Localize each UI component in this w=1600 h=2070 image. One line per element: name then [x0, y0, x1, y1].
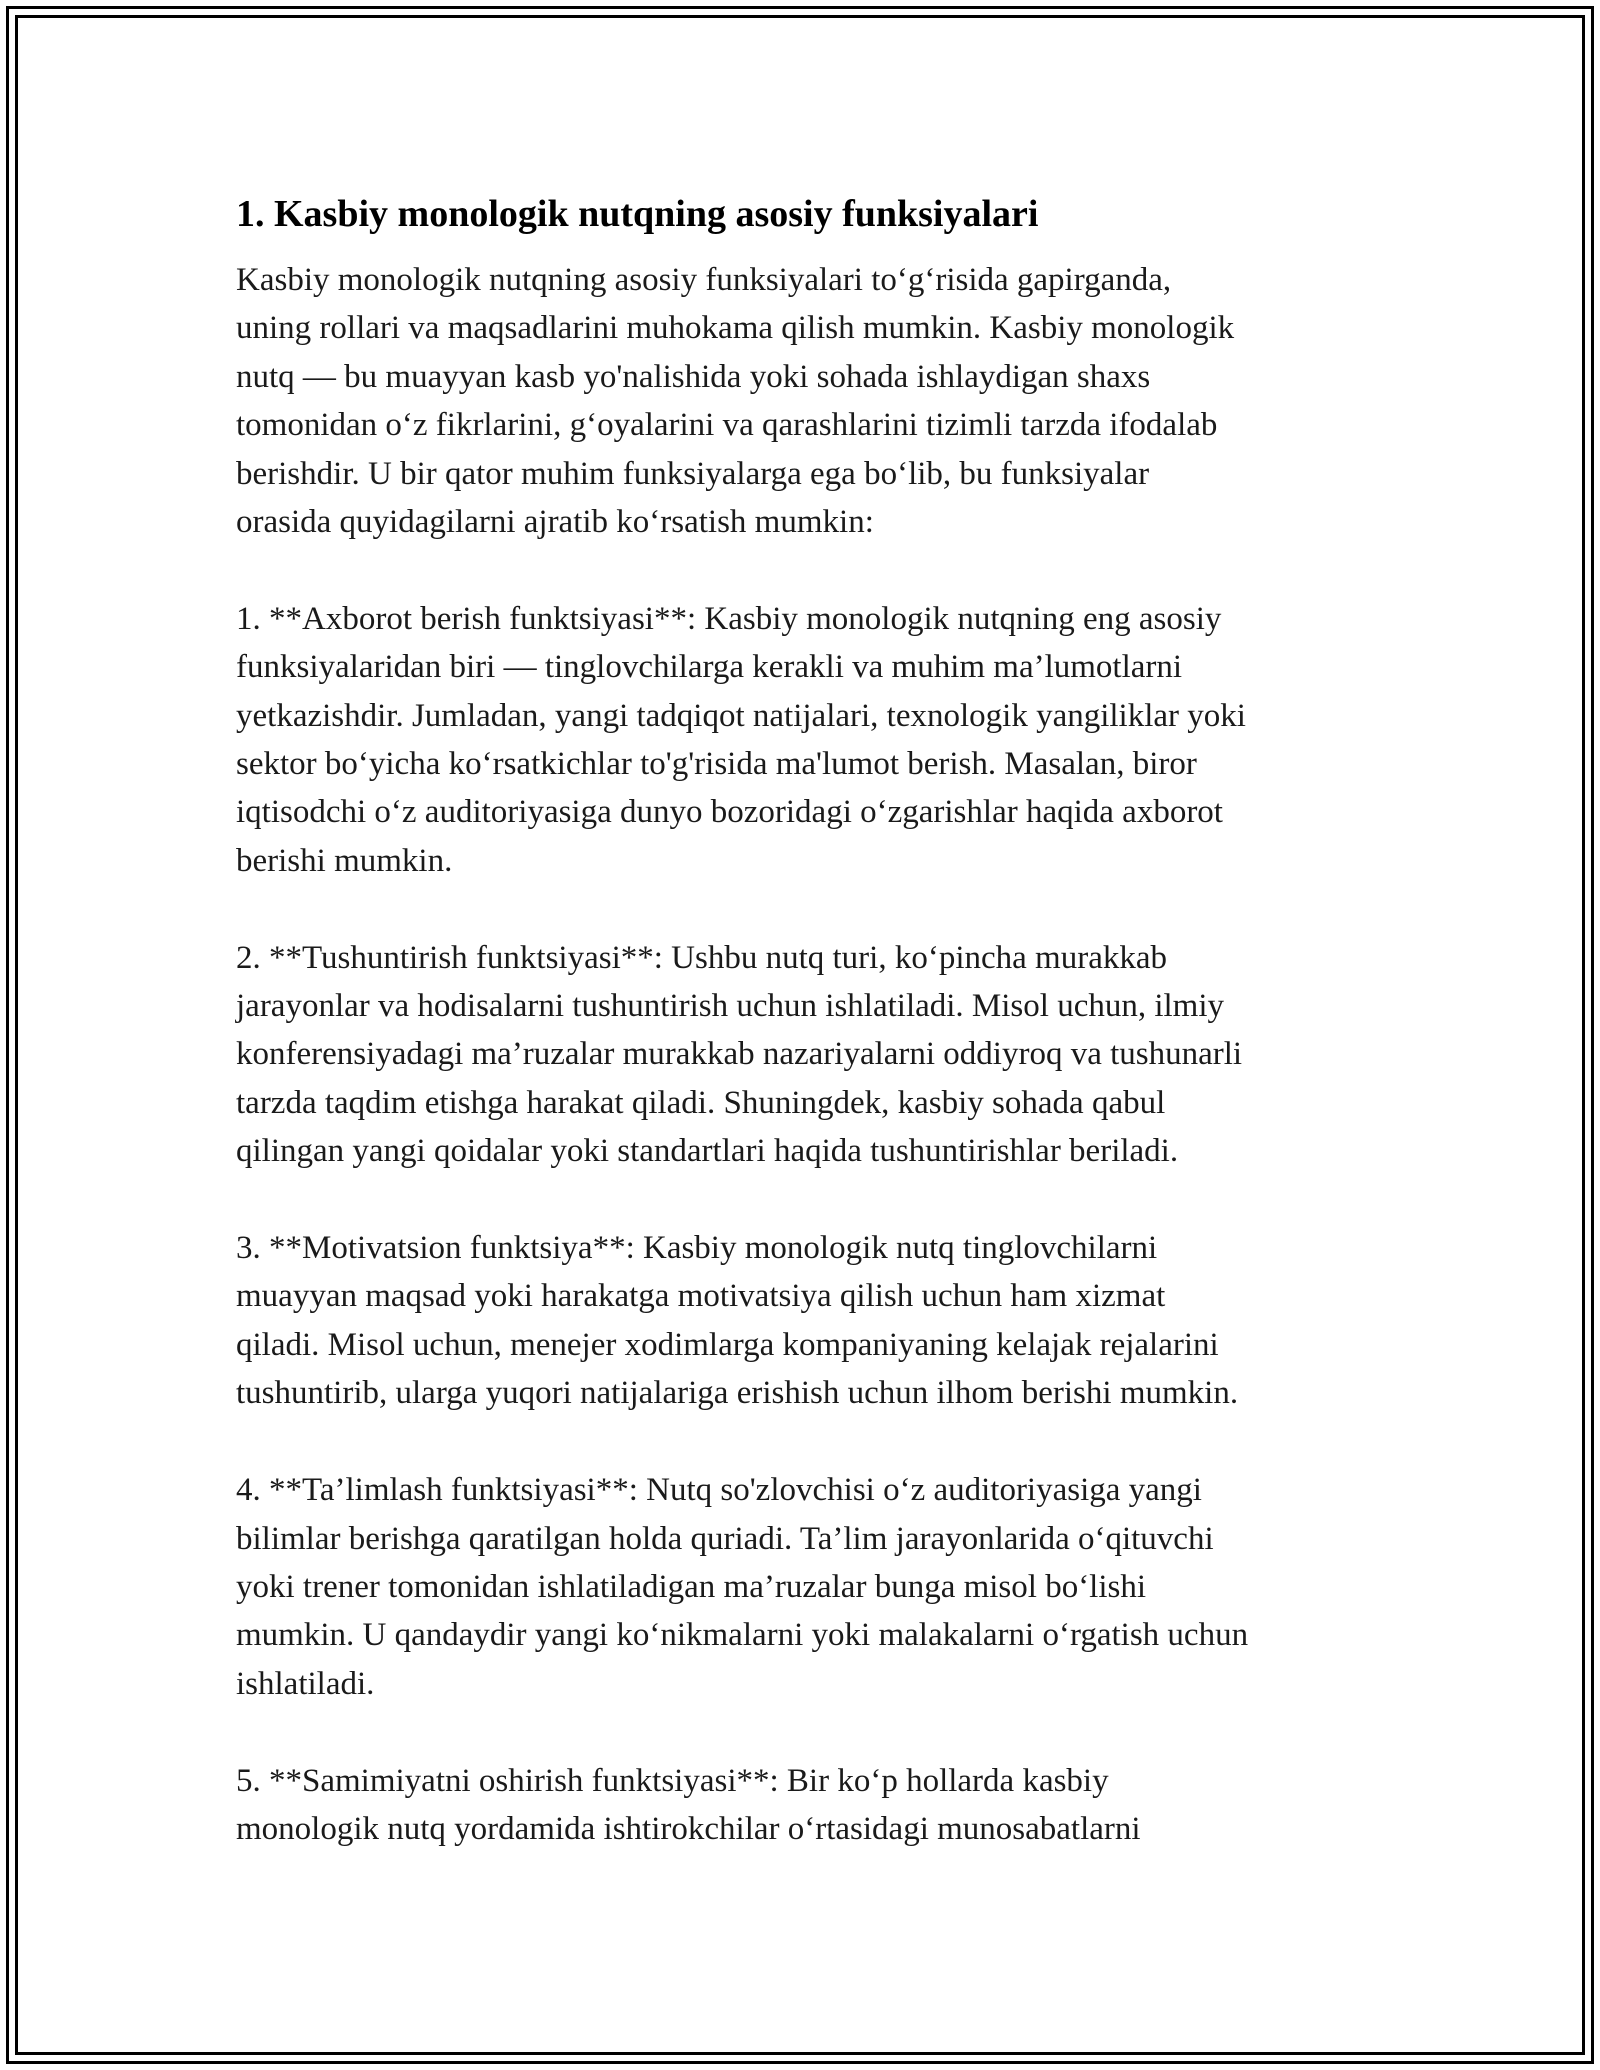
- function-item-5: 5. **Samimiyatni oshirish funktsiyasi**: Bir ko‘p hollarda kasbiy monologik nutq yordamida ishtirokchilar o‘rtasidagi munosabatlarni: [236, 1762, 1141, 1847]
- section-heading: 1. Kasbiy monologik nutqning asosiy funksiyalari: [236, 193, 1039, 235]
- function-item-1: 1. **Axborot berish funktsiyasi**: Kasbiy monologik nutqning eng asosiy funksiyalaridan biri — tinglovchilarga kerakli va muhim ma’lumotlarni yetkazishdir. Jumladan, yangi tadqiqot natijalari, texnologik yangiliklar yoki sektor bo‘yicha ko‘rsatkichlar to'g'risida ma'lumot berish. Masalan, biror iqtisodchi o‘z auditoriyasiga dunyo bozoridagi o‘zgarishlar haqida axborot berishi mumkin.: [236, 600, 1246, 879]
- intro-paragraph: Kasbiy monologik nutqning asosiy funksiyalari to‘g‘risida gapirganda, uning rollari va maqsadlarini muhokama qilish mumkin. Kasbiy monologik nutq — bu muayyan kasb yo'nalishida yoki sohada ishlaydigan shaxs tomonidan o‘z fikrlarini, g‘oyalarini va qarashlarini tizimli tarzda ifodalab berishdir. U bir qator muhim funksiyalarga ega bo‘lib, bu funksiyalar orasida quyidagilarni ajratib ko‘rsatish mumkin:: [236, 262, 1235, 541]
- function-item-2: 2. **Tushuntirish funktsiyasi**: Ushbu nutq turi, ko‘pincha murakkab jarayonlar va hodisalarni tushuntirish uchun ishlatiladi. Misol uchun, ilmiy konferensiyadagi ma’ruzalar murakkab nazariyalarni oddiyroq va tushunarli tarzda taqdim etishga harakat qiladi. Shuningdek, kasbiy sohada qabul qilingan yangi qoidalar yoki standartlari haqida tushuntirishlar beriladi.: [236, 939, 1243, 1170]
- document-body: [236, 186, 1366, 1853]
- function-item-4: 4. **Ta’limlash funktsiyasi**: Nutq so'zlovchisi o‘z auditoriyasiga yangi bilimlar berishga qaratilgan holda quriadi. Ta’lim jarayonlarida o‘qituvchi yoki trener tomonidan ishlatiladigan ma’ruzalar bunga misol bo‘lishi mumkin. U qandaydir yangi ko‘nikmalarni yoki malakalarni o‘rgatish uchun ishlatiladi.: [236, 1472, 1249, 1702]
- function-item-3: 3. **Motivatsion funktsiya**: Kasbiy monologik nutq tinglovchilarni muayyan maqsad yoki harakatga motivatsiya qilish uchun ham xizmat qiladi. Misol uchun, menejer xodimlarga kompaniyaning kelajak rejalarini tushuntirib, ularga yuqori natijalariga erishish uchun ilhom berishi mumkin.: [236, 1230, 1239, 1412]
